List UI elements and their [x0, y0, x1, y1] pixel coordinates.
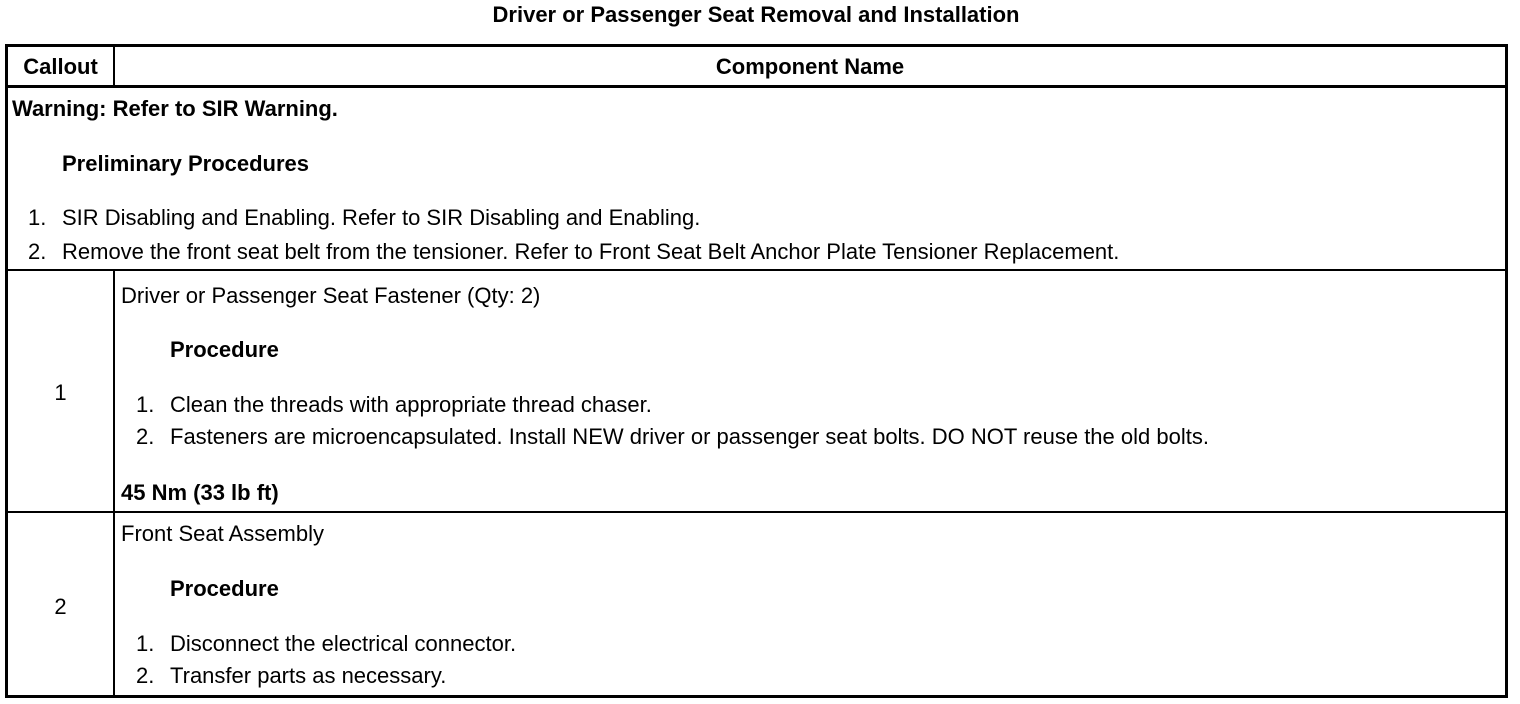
component-name: Driver or Passenger Seat Fastener (Qty: 2) — [121, 283, 541, 308]
procedure-heading: Procedure — [170, 576, 279, 601]
header-component-name: Component Name — [715, 54, 905, 79]
procedure-step: Transfer parts as necessary. — [170, 663, 447, 688]
preliminary-step: SIR Disabling and Enabling. Refer to SIR Disabling and Enabling. — [62, 205, 701, 230]
page-title: Driver or Passenger Seat Removal and Installation — [492, 2, 1020, 27]
procedure-heading: Procedure — [170, 337, 279, 362]
preliminary-step-number: 2. — [28, 239, 47, 264]
procedure-step-number: 1. — [136, 392, 155, 417]
procedure-step: Disconnect the electrical connector. — [170, 631, 517, 656]
component-name: Front Seat Assembly — [121, 521, 324, 546]
procedure-step: Clean the threads with appropriate thread chaser. — [170, 392, 652, 417]
callout-number: 2 — [54, 594, 67, 619]
header-divider — [5, 85, 1508, 88]
warning-text: Warning: Refer to SIR Warning. — [12, 96, 338, 121]
preliminary-divider — [5, 269, 1508, 271]
torque-spec: 45 Nm (33 lb ft) — [121, 480, 279, 505]
procedure-step-number: 1. — [136, 631, 155, 656]
preliminary-heading: Preliminary Procedures — [62, 151, 310, 176]
row-divider — [5, 511, 1508, 513]
header-callout: Callout — [23, 54, 98, 79]
column-divider — [113, 269, 115, 698]
preliminary-step: Remove the front seat belt from the tensioner. Refer to Front Seat Belt Anchor Plate Tensioner Replacement. — [62, 239, 1120, 264]
callout-number: 1 — [54, 380, 67, 405]
preliminary-step-number: 1. — [28, 205, 47, 230]
procedure-step-number: 2. — [136, 424, 155, 449]
procedure-step-number: 2. — [136, 663, 155, 688]
procedure-step: Fasteners are microencapsulated. Install NEW driver or passenger seat bolts. DO NOT reuse the old bolts. — [170, 424, 1209, 449]
